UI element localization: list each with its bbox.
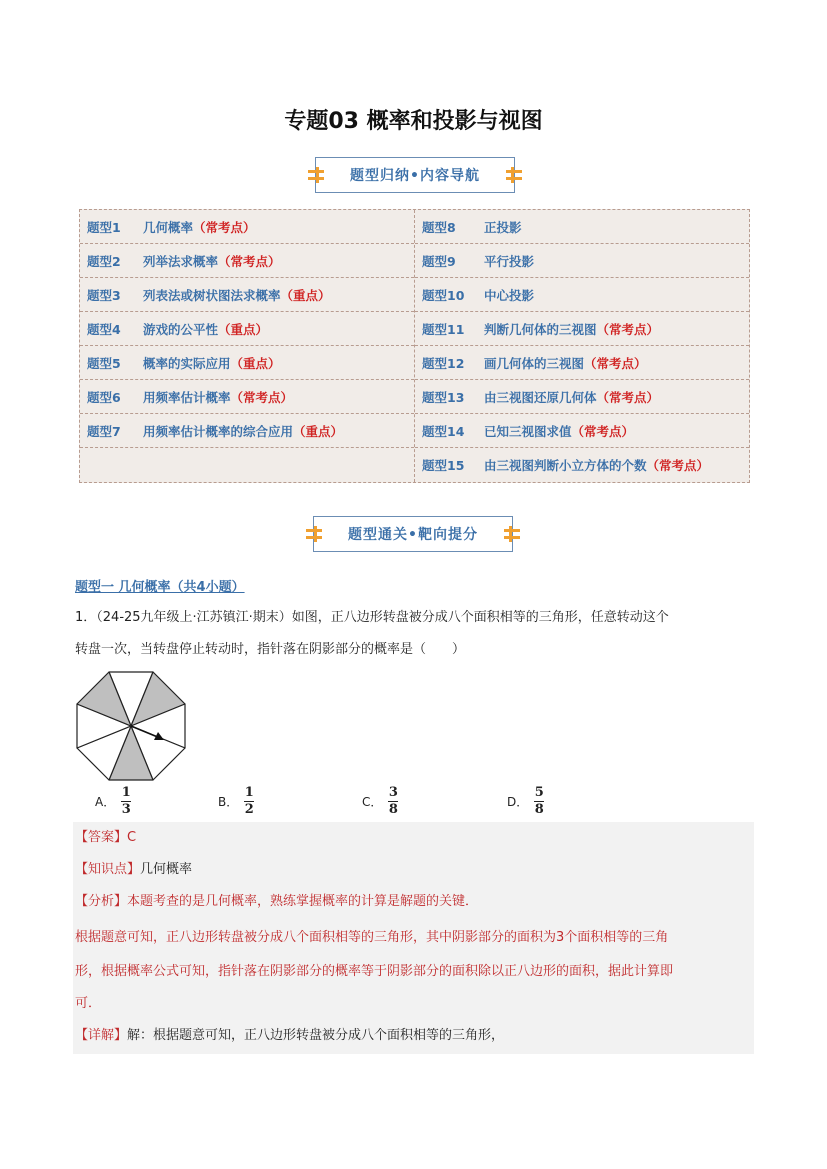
nav-item-tag: （常考点）	[646, 458, 710, 473]
nav-item-name: 画几何体的三视图	[484, 355, 585, 371]
nav-item-number: 题型6	[87, 389, 121, 405]
nav-item-number: 题型11	[422, 321, 465, 337]
nav-item-name: 已知三视图求值	[484, 423, 572, 439]
nav-item-number: 题型12	[422, 355, 465, 371]
nav-item-number: 题型1	[87, 219, 121, 235]
nav-item-name: 游戏的公平性	[143, 321, 219, 337]
analysis-line-3: 形，根据概率公式可知，指针落在阴影部分的概率等于阴影部分的面积除以正八边形的面积，据此计算即	[75, 964, 674, 979]
option-fraction: $\frac{1}{3}$	[121, 785, 131, 817]
banner-right-ornament-icon	[504, 526, 520, 542]
nav-item-name: 由三视图还原几何体	[484, 389, 597, 405]
nav-item[interactable]	[80, 380, 414, 414]
banner-left-ornament-icon	[306, 526, 322, 542]
question-text-line-2: 转盘一次，当转盘停止转动时，指针落在阴影部分的概率是（ ）	[75, 642, 466, 657]
option-fraction: $\frac{3}{8}$	[388, 785, 398, 817]
octagon-spinner-figure	[74, 669, 188, 783]
topic-navigation-table	[79, 209, 750, 483]
nav-item-name: 由三视图判断小立方体的个数	[484, 458, 647, 473]
nav-item[interactable]	[80, 346, 414, 380]
option-b[interactable]	[218, 786, 254, 817]
nav-item[interactable]	[415, 414, 749, 448]
nav-item-number: 题型8	[422, 219, 456, 235]
nav-item-tag: （重点）	[293, 423, 344, 439]
nav-item-number: 题型9	[422, 253, 456, 269]
nav-item-name: 列举法求概率	[143, 253, 219, 269]
nav-item-tag: （常考点）	[230, 389, 294, 405]
nav-item-number: 题型3	[87, 287, 121, 303]
nav-item[interactable]	[415, 380, 749, 414]
analysis-line-2: 根据题意可知，正八边形转盘被分成八个面积相等的三角形，其中阴影部分的面积为3个面积相等的三角	[75, 930, 669, 945]
nav-item-name: 判断几何体的三视图	[484, 321, 597, 337]
nav-item-number: 题型4	[87, 321, 121, 337]
nav-item[interactable]	[415, 346, 749, 380]
detail-line: 【详解】解：根据题意可知，正八边形转盘被分成八个面积相等的三角形，	[75, 1028, 505, 1043]
nav-item[interactable]	[415, 278, 749, 312]
nav-item-name: 几何概率	[143, 219, 194, 235]
section-heading: 题型一 几何概率（共4小题）	[75, 580, 245, 595]
nav-item-name: 用频率估计概率的综合应用	[143, 423, 294, 439]
option-fraction: $\frac{5}{8}$	[534, 785, 544, 817]
nav-right-column	[415, 210, 749, 482]
option-label: C．	[362, 795, 383, 809]
question-text-line-1: 1．（24-25九年级上·江苏镇江·期末）如图，正八边形转盘被分成八个面积相等的三角形，任意转动这个	[75, 610, 669, 625]
nav-item-number: 题型15	[422, 458, 465, 473]
nav-item-number: 题型7	[87, 423, 121, 439]
option-c[interactable]	[362, 786, 398, 817]
option-label: B．	[218, 795, 239, 809]
nav-item-tag: （重点）	[218, 321, 269, 337]
nav-item[interactable]	[80, 312, 414, 346]
nav-banner	[315, 157, 515, 193]
nav-banner-text: 题型归纳•内容导航	[350, 168, 480, 184]
nav-item[interactable]	[415, 448, 749, 482]
practice-banner-text: 题型通关•靶向提分	[348, 527, 478, 543]
option-d[interactable]	[507, 786, 544, 817]
option-label: D．	[507, 795, 529, 809]
nav-item[interactable]	[80, 278, 414, 312]
nav-item-name: 用频率估计概率	[143, 389, 231, 405]
nav-item-number: 题型2	[87, 253, 121, 269]
option-a[interactable]	[95, 786, 131, 817]
answer-line: 【答案】C	[75, 830, 137, 845]
nav-item-name: 列表法或树状图法求概率	[143, 287, 281, 303]
nav-item-tag: （常考点）	[596, 389, 660, 405]
option-label: A．	[95, 795, 116, 809]
nav-item-number: 题型14	[422, 423, 465, 439]
nav-item[interactable]	[415, 210, 749, 244]
nav-item[interactable]	[80, 414, 414, 448]
nav-item-tag: （常考点）	[218, 253, 281, 269]
nav-item-number: 题型13	[422, 389, 465, 405]
nav-item-name: 正投影	[484, 219, 522, 235]
nav-item-tag: （重点）	[280, 287, 331, 303]
nav-item-number: 题型5	[87, 355, 121, 371]
nav-item-tag: （常考点）	[193, 219, 256, 235]
nav-item-tag: （常考点）	[584, 355, 647, 371]
nav-item-name: 平行投影	[484, 253, 535, 269]
knowledge-point-line: 【知识点】几何概率	[75, 862, 193, 877]
banner-right-ornament-icon	[506, 167, 522, 183]
nav-item-name: 概率的实际应用	[143, 355, 231, 371]
nav-item[interactable]	[80, 210, 414, 244]
nav-item-name: 中心投影	[484, 287, 535, 303]
analysis-line: 【分析】本题考查的是几何概率，熟练掌握概率的计算是解题的关键．	[75, 894, 479, 909]
nav-item-number: 题型10	[422, 287, 465, 303]
nav-item[interactable]	[80, 244, 414, 278]
nav-left-column	[80, 210, 414, 482]
banner-left-ornament-icon	[308, 167, 324, 183]
option-fraction: $\frac{1}{2}$	[244, 785, 254, 817]
page-title: 专题03 概率和投影与视图	[284, 109, 543, 134]
nav-item[interactable]	[415, 312, 749, 346]
practice-banner	[313, 516, 513, 552]
nav-item-tag: （常考点）	[596, 321, 660, 337]
nav-item-empty	[80, 448, 414, 482]
nav-item-tag: （常考点）	[571, 423, 635, 439]
analysis-line-4: 可．	[75, 996, 102, 1011]
nav-item[interactable]	[415, 244, 749, 278]
nav-item-tag: （重点）	[230, 355, 281, 371]
